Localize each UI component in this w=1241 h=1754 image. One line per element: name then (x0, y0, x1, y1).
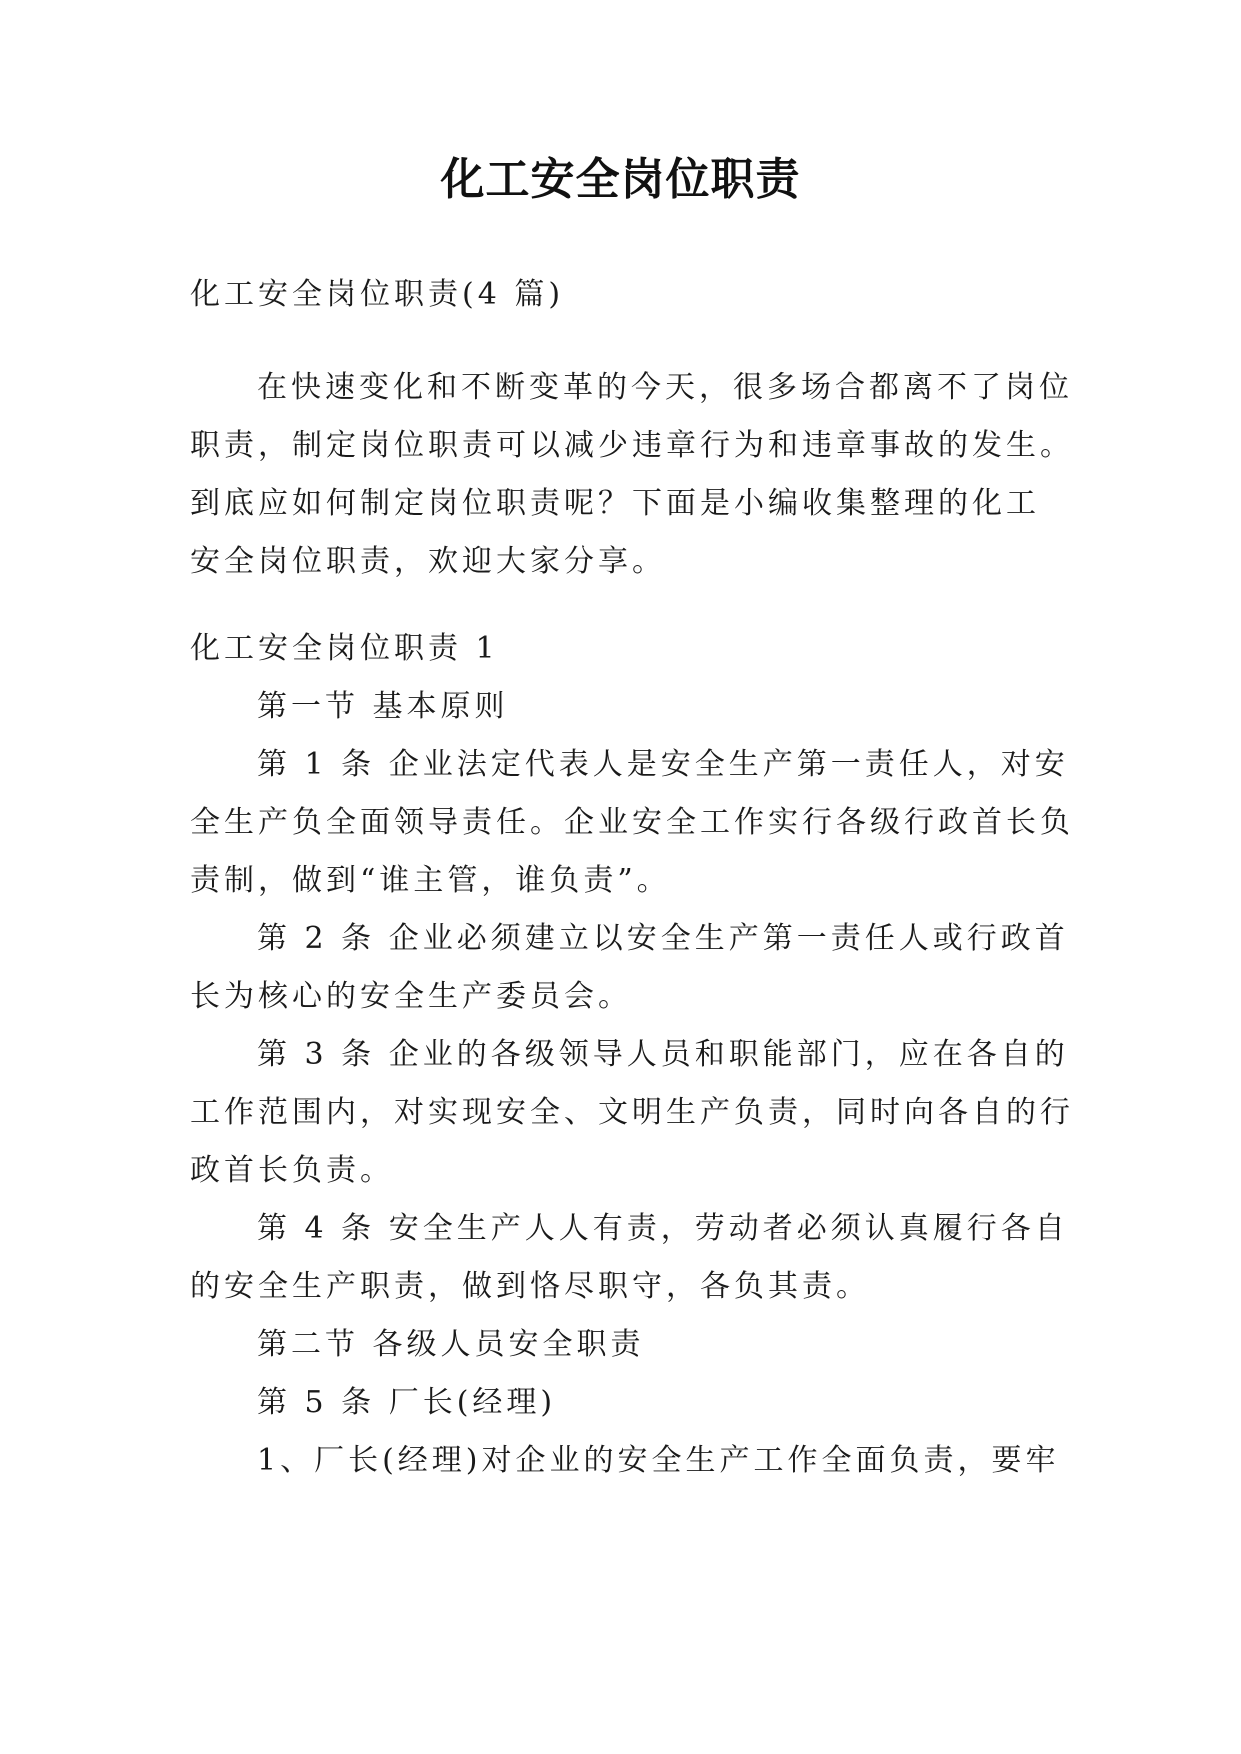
article-line: 第 2 条 企业必须建立以安全生产第一责任人或行政首 (257, 921, 1069, 956)
section-1 (190, 620, 1074, 1490)
article-line: 的安全生产职责，做到恪尽职守，各负其责。 (190, 1269, 870, 1304)
intro-line: 在快速变化和不断变革的今天，很多场合都离不了岗位 (257, 370, 1073, 405)
article-line: 全生产负全面领导责任。企业安全工作实行各级行政首长负 (190, 805, 1074, 840)
article-line: 第 5 条 厂长(经理) (257, 1385, 557, 1420)
article-line: 工作范围内，对实现安全、文明生产负责，同时向各自的行 (190, 1095, 1074, 1130)
article-line: 第 4 条 安全生产人人有责，劳动者必须认真履行各自 (257, 1211, 1069, 1246)
article-line: 长为核心的安全生产委员会。 (190, 979, 632, 1014)
intro-line: 到底应如何制定岗位职责呢？下面是小编收集整理的化工 (190, 486, 1040, 521)
intro-line: 安全岗位职责，欢迎大家分享。 (190, 544, 666, 579)
article-line: 责制，做到“谁主管，谁负责”。 (190, 863, 671, 898)
intro-paragraph (190, 359, 1074, 591)
document-subtitle-block (190, 266, 1060, 324)
chapter-heading: 第二节 各级人员安全职责 (257, 1327, 645, 1362)
article-line: 第 1 条 企业法定代表人是安全生产第一责任人，对安 (257, 747, 1069, 782)
article-line: 政首长负责。 (190, 1153, 394, 1188)
article-line: 第 3 条 企业的各级领导人员和职能部门，应在各自的 (257, 1037, 1069, 1072)
section-heading: 化工安全岗位职责 1 (190, 631, 499, 666)
article-line: 1、厂长(经理)对企业的安全生产工作全面负责，要牢 (257, 1443, 1060, 1478)
chapter-heading: 第一节 基本原则 (257, 689, 509, 724)
document-subtitle: 化工安全岗位职责(4 篇) (190, 277, 565, 312)
document-title: 化工安全岗位职责 (440, 154, 801, 205)
intro-line: 职责，制定岗位职责可以减少违章行为和违章事故的发生。 (190, 428, 1074, 463)
